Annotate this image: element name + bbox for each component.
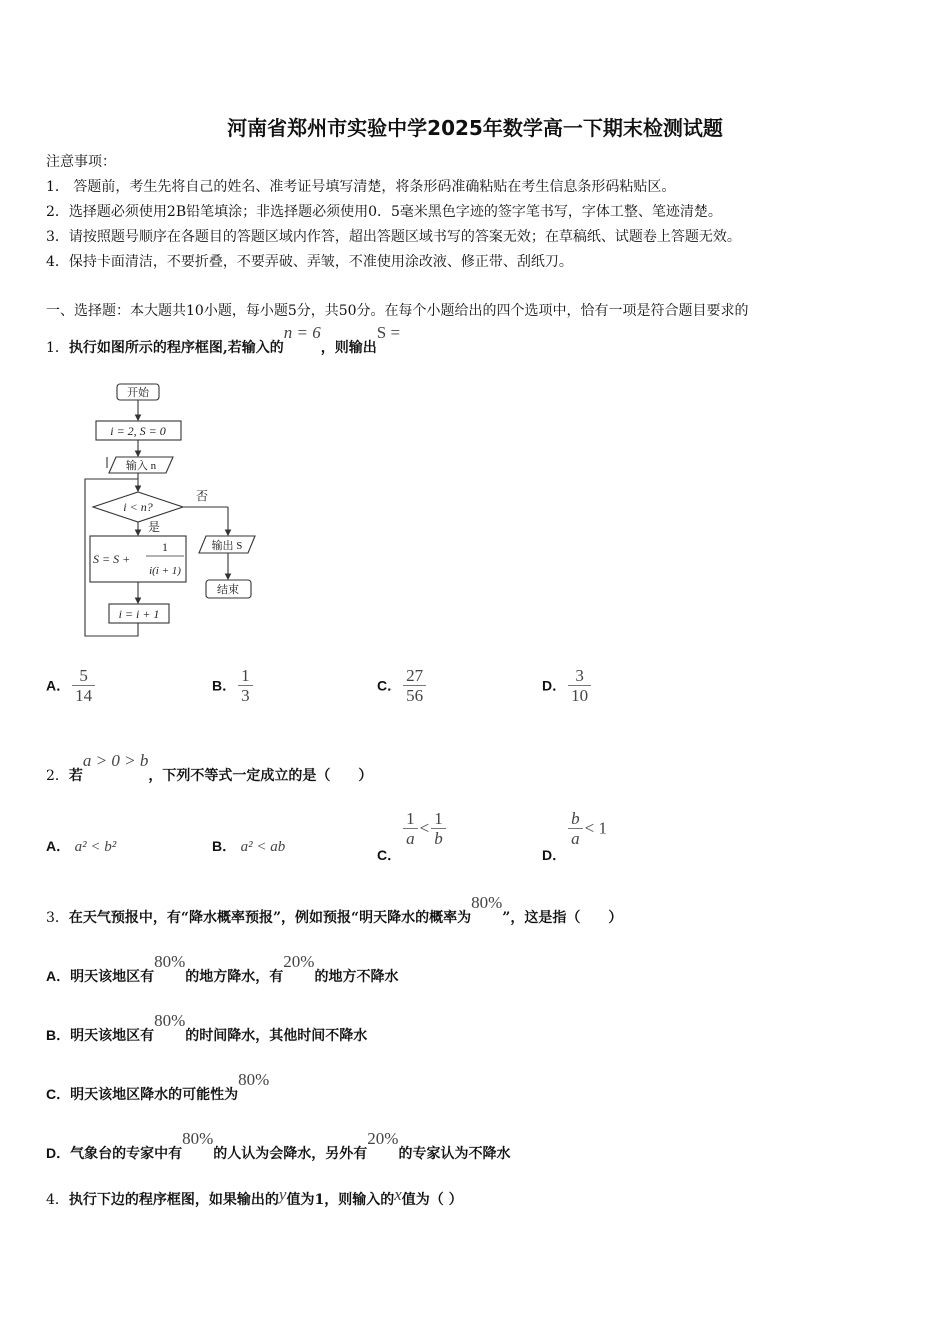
fraction-num: 1 — [406, 809, 415, 828]
question-text: ，下列不等式一定成立的是（ ） — [148, 768, 373, 784]
fraction — [403, 810, 418, 849]
q3-option-d[interactable] — [46, 1129, 511, 1163]
flow-output-label: 输出 S — [211, 540, 243, 552]
flow-start-label: 开始 — [127, 387, 149, 399]
math-n: n = 6 — [283, 323, 321, 342]
flow-incr-label: i = i + 1 — [118, 607, 160, 621]
option-label: D． — [542, 677, 567, 694]
question-text: 在天气预报中，有“降水概率预报”，例如预报“明天降水的概率为 — [68, 910, 472, 926]
option-text: 的人认为会降水，另外有 — [213, 1146, 368, 1162]
question-text: ，则输出 — [320, 340, 377, 356]
fraction — [403, 667, 426, 706]
question-text: 值为（ ） — [401, 1192, 463, 1208]
option-label: D． — [542, 846, 567, 863]
option-text: 的地方不降水 — [314, 969, 399, 985]
option-label: A． — [46, 838, 71, 854]
percent: 80% — [182, 1129, 214, 1148]
option-math: < 1 — [584, 818, 607, 838]
option-text: 明天该地区降水的可能性为 — [70, 1087, 239, 1103]
fraction — [431, 810, 446, 849]
fraction-den: 14 — [75, 686, 93, 705]
var-x: x — [394, 1185, 402, 1204]
option-text: 明天该地区有 — [70, 969, 155, 985]
math-inequality: a > 0 > b — [82, 751, 149, 770]
flow-init-label: i = 2, S = 0 — [110, 424, 166, 438]
flow-assign-left: S = S + — [93, 552, 131, 566]
question-text: 执行下边的程序框图，如果输出的 — [68, 1192, 279, 1208]
math-s: S = — [376, 323, 401, 342]
option-label: B． — [46, 1027, 71, 1043]
option-math: a² < ab — [240, 839, 286, 855]
question-text: ”，这是指（ ） — [502, 910, 623, 926]
fraction-den: a — [406, 829, 415, 848]
q3-option-b[interactable] — [46, 1011, 368, 1045]
section-heading: 一、选择题：本大题共10小题，每小题5分，共50分。在每个小题给出的四个选项中，恰有一项是符合题目要求的 — [46, 303, 749, 319]
var-y: y — [278, 1185, 287, 1204]
note-item-4: 4．保持卡面清洁，不要折叠，不要弄破、弄皱，不准使用涂改液、修正带、刮纸刀。 — [46, 254, 573, 270]
fraction-num: 5 — [79, 666, 88, 685]
option-math: a² < b² — [74, 839, 117, 855]
question-text: 若 — [68, 768, 83, 784]
fraction-den: a — [571, 829, 580, 848]
note-item-3: 3．请按照题号顺序在各题目的答题区域内作答，超出答题区域书写的答案无效；在草稿纸、试题卷上答题无效。 — [46, 229, 741, 245]
flow-assign-den: i(i + 1) — [149, 565, 181, 577]
question-number: 2． — [46, 768, 69, 784]
percent: 20% — [283, 952, 315, 971]
option-label: C． — [377, 677, 402, 694]
page-title: 河南省郑州市实验中学2025年数学高一下期末检测试题 — [227, 116, 723, 140]
option-label: A． — [46, 677, 71, 694]
note-item-1: 1． 答题前，考生先将自己的姓名、准考证号填写清楚，将条形码准确粘贴在考生信息条形码粘贴区。 — [46, 179, 676, 195]
question-text: 值为1，则输入的 — [286, 1192, 395, 1208]
option-text: 的专家认为不降水 — [398, 1146, 511, 1162]
option-label: C． — [377, 846, 402, 863]
percent: 20% — [367, 1129, 399, 1148]
q2-option-a[interactable] — [46, 836, 116, 856]
option-label: D． — [46, 1145, 71, 1161]
fraction-num: 27 — [406, 666, 424, 685]
fraction-den: 10 — [571, 686, 589, 705]
fraction-den: 3 — [241, 686, 250, 705]
fraction — [238, 667, 253, 706]
q1-option-c[interactable] — [377, 667, 428, 706]
question-1 — [46, 323, 401, 357]
percent: 80% — [154, 1011, 186, 1030]
q2-option-c[interactable] — [377, 809, 448, 863]
question-number: 3． — [46, 910, 69, 926]
option-text: 的地方降水，有 — [185, 969, 284, 985]
q1-option-d[interactable] — [542, 667, 593, 706]
flow-cond-label: i < n? — [123, 500, 153, 514]
question-3 — [46, 893, 623, 927]
fraction-num: 3 — [575, 666, 584, 685]
flow-assign-num: 1 — [162, 540, 168, 554]
question-2 — [46, 751, 373, 785]
fraction — [568, 810, 583, 849]
fraction-num: 1 — [241, 666, 250, 685]
q1-option-a[interactable] — [46, 667, 97, 706]
fraction — [568, 667, 591, 706]
q2-option-d[interactable] — [542, 809, 607, 863]
option-text: 的时间降水，其他时间不降水 — [185, 1028, 368, 1044]
option-label: B． — [212, 677, 237, 694]
fraction — [72, 667, 95, 706]
flow-end-label: 结束 — [217, 584, 239, 596]
q1-option-b[interactable] — [212, 667, 255, 706]
q3-option-a[interactable] — [46, 952, 399, 986]
fraction-num: 1 — [434, 809, 443, 828]
percent: 80% — [238, 1070, 270, 1089]
option-label: B． — [212, 838, 237, 854]
question-number: 1． — [46, 340, 69, 356]
q2-option-b[interactable] — [212, 836, 285, 856]
notes-heading: 注意事项： — [46, 154, 116, 170]
option-text: 气象台的专家中有 — [70, 1146, 183, 1162]
percent: 80% — [471, 893, 503, 912]
question-4 — [46, 1185, 463, 1209]
flow-no-label: 否 — [196, 489, 209, 503]
question-number: 4． — [46, 1192, 69, 1208]
fraction-den: b — [434, 829, 443, 848]
flowchart-diagram — [80, 378, 270, 643]
fraction-den: 56 — [406, 686, 424, 705]
fraction-num: b — [571, 809, 580, 828]
flow-yes-label: 是 — [148, 520, 161, 534]
note-item-2: 2．选择题必须使用2B铅笔填涂；非选择题必须使用0．5毫米黑色字迹的签字笔书写，字体工整、笔迹清楚。 — [46, 204, 722, 220]
flow-input-label: 输入 n — [125, 460, 157, 472]
q3-option-c[interactable] — [46, 1070, 270, 1104]
option-label: C． — [46, 1086, 71, 1102]
option-label: A． — [46, 968, 71, 984]
option-text: 明天该地区有 — [70, 1028, 155, 1044]
percent: 80% — [154, 952, 186, 971]
question-text: 执行如图所示的程序框图,若输入的 — [68, 340, 284, 356]
less-than: < — [419, 818, 430, 838]
